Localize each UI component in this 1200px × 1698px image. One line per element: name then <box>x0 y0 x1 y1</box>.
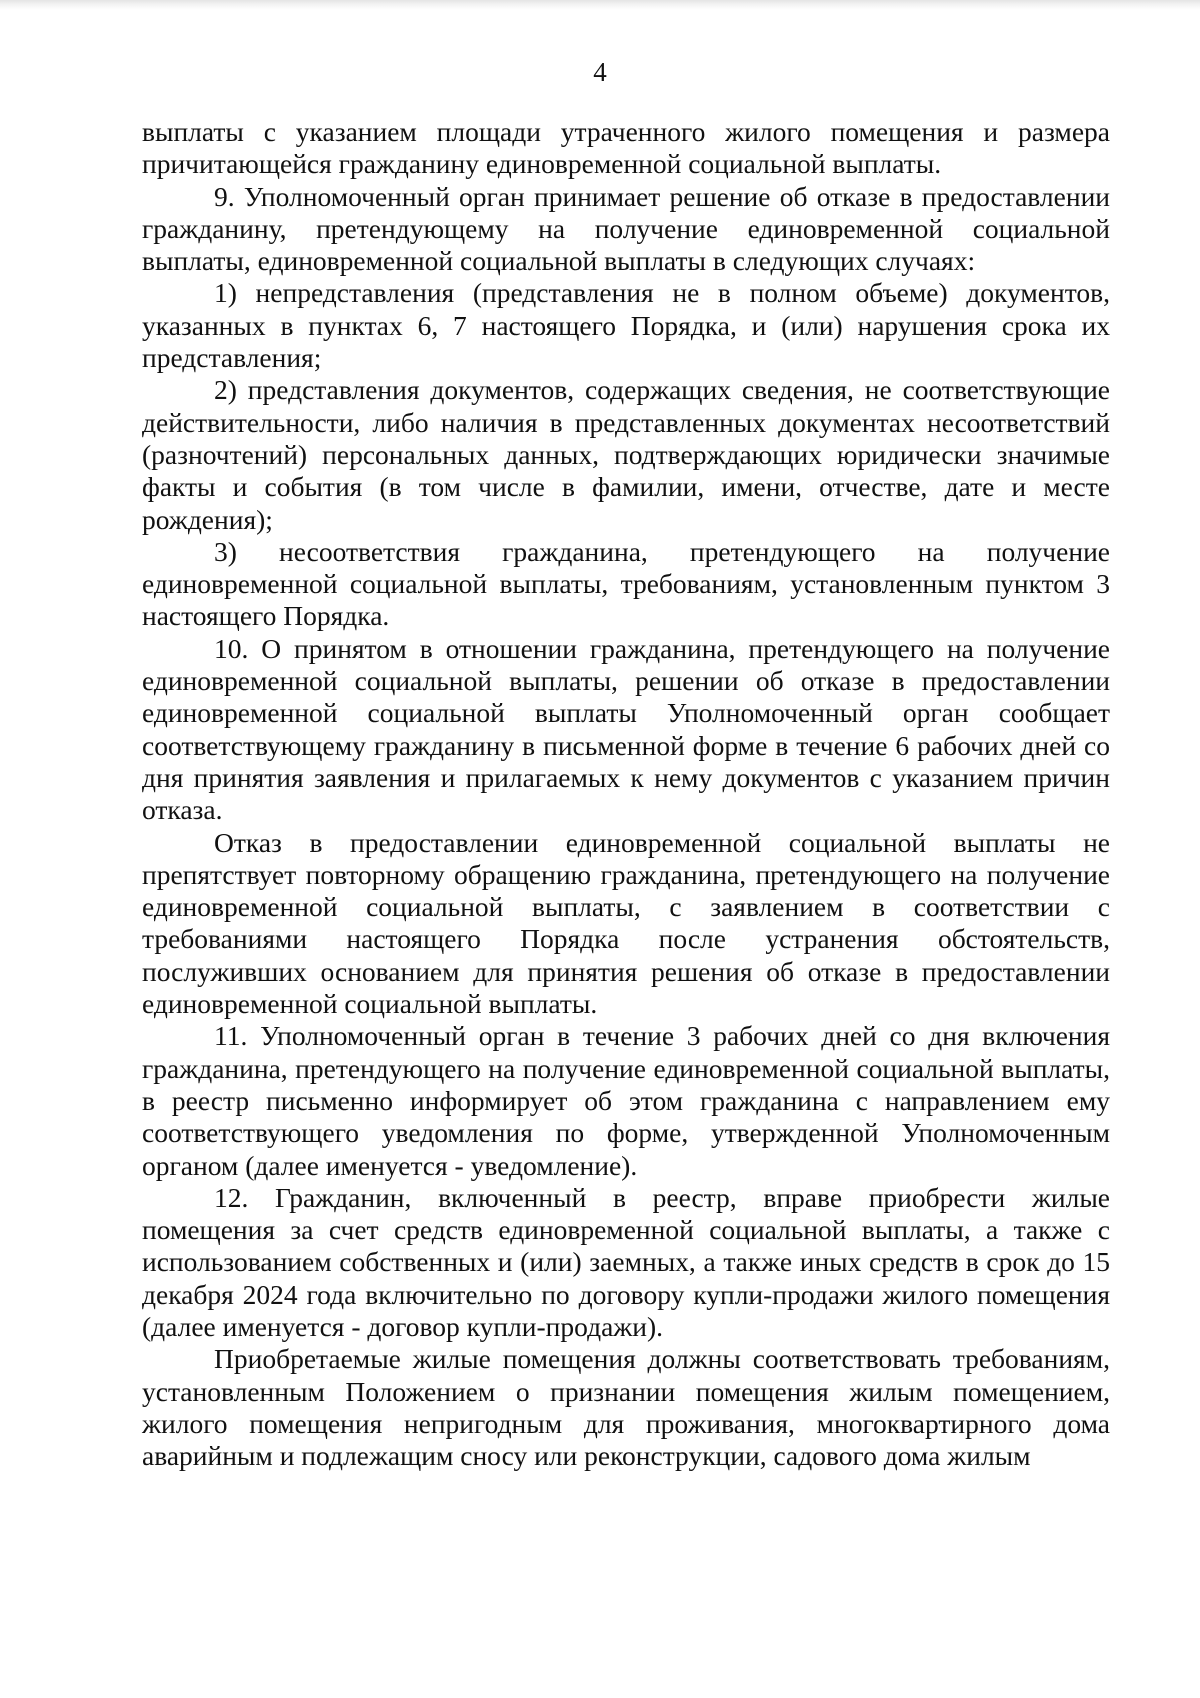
paragraph-subitem-3: 3) несоответствия гражданина, претендующего на получение единовременной социальной выплаты, требованиям, установленным пунктом 3 настоящего Порядка. <box>142 535 1110 632</box>
paragraph-item-10: 10. О принятом в отношении гражданина, претендующего на получение единовременной социальной выплаты, решении об отказе в предоставлении единовременной социальной выплаты Уполномоченный орган сообщает соответствующему гражданину в письменной форме в течение 6 рабочих дней со дня принятия заявления и прилагаемых к нему документов с указанием причин отказа. <box>142 632 1110 826</box>
paragraph-subitem-1: 1) непредставления (представления не в полном объеме) документов, указанных в пунктах 6, 7 настоящего Порядка, и (или) нарушения срока их представления; <box>142 277 1110 374</box>
paragraph-item-11: 11. Уполномоченный орган в течение 3 рабочих дней со дня включения гражданина, претендующего на получение единовременной социальной выплаты, в реестр письменно информирует об этом гражданина с направлением ему соответствующего уведомления по форме, утвержденной Уполномоченным органом (далее именуется - уведомление). <box>142 1020 1110 1181</box>
paragraph-item-12: 12. Гражданин, включенный в реестр, вправе приобрести жилые помещения за счет средств единовременной социальной выплаты, а также с использованием собственных и (или) заемных, а также иных средств в срок до 15 декабря 2024 года включительно по договору купли-продажи жилого помещения (далее именуется - договор купли-продажи). <box>142 1181 1110 1342</box>
document-body <box>142 116 1110 1472</box>
paragraph-item-9: 9. Уполномоченный орган принимает решение об отказе в предоставлении гражданину, претендующему на получение единовременной социальной выплаты, единовременной социальной выплаты в следующих случаях: <box>142 180 1110 277</box>
page-number: 4 <box>593 57 607 87</box>
paragraph-continuation: выплаты с указанием площади утраченного жилого помещения и размера причитающейся гражданину единовременной социальной выплаты. <box>142 116 1110 180</box>
paragraph-subitem-2: 2) представления документов, содержащих сведения, не соответствующие действительности, либо наличия в представленных документах несоответствий (разночтений) персональных данных, подтверждающих юридически значимые факты и события (в том числе в фамилии, имени, отчестве, дате и месте рождения); <box>142 374 1110 535</box>
paragraph-refusal-note: Отказ в предоставлении единовременной социальной выплаты не препятствует повторному обращению гражданина, претендующего на получение единовременной социальной выплаты, с заявлением в соответствии с требованиями настоящего Порядка после устранения обстоятельств, послуживших основанием для принятия решения об отказе в предоставлении единовременной социальной выплаты. <box>142 826 1110 1020</box>
paragraph-requirements: Приобретаемые жилые помещения должны соответствовать требованиям, установленным Положением о признании помещения жилым помещением, жилого помещения непригодным для проживания, многоквартирного дома аварийным и подлежащим сносу или реконструкции, садового дома жилым <box>142 1343 1110 1472</box>
scan-edge <box>0 0 1200 10</box>
